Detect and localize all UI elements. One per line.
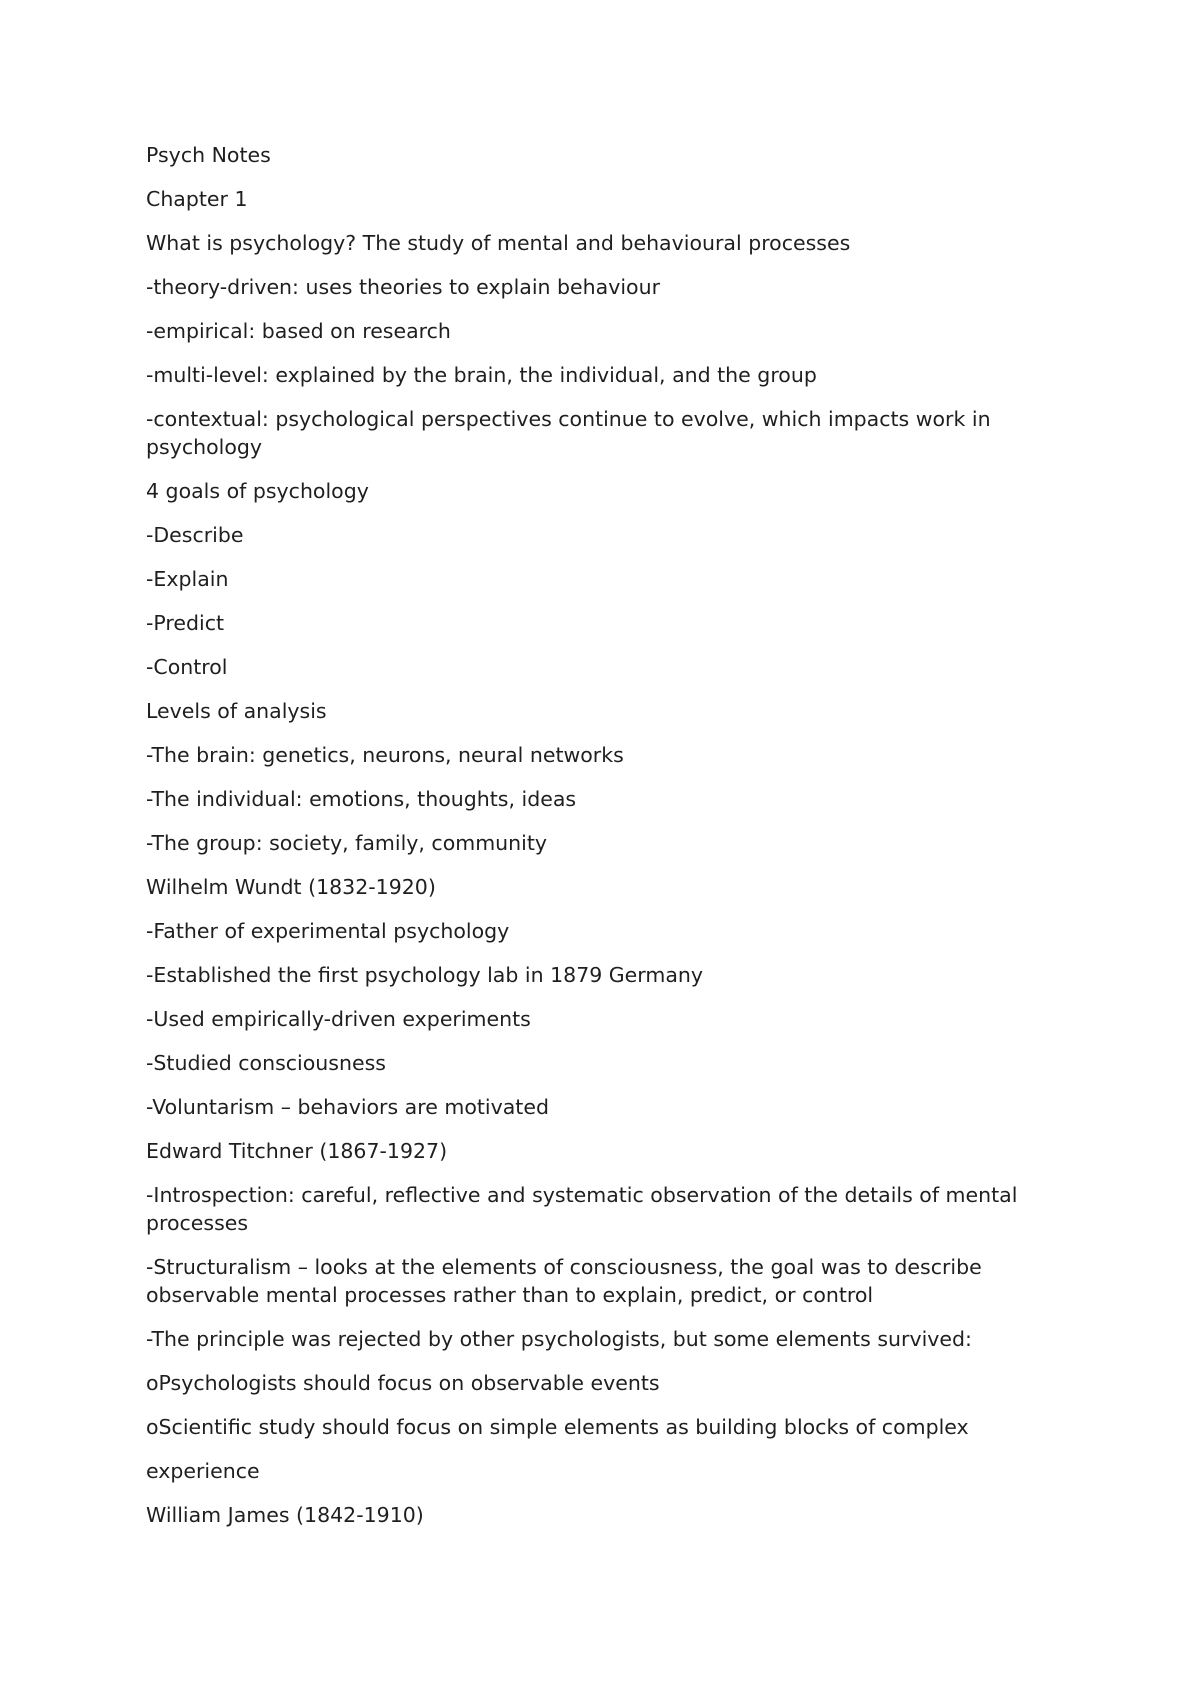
text-line: -Describe xyxy=(146,523,244,547)
text-line: -Explain xyxy=(146,567,229,591)
text-line: -Introspection: careful, reflective and systematic observation of the details of mental processes xyxy=(146,1183,1018,1235)
text-line: -empirical: based on research xyxy=(146,319,451,343)
document-body xyxy=(146,141,1066,1545)
text-line: William James (1842-1910) xyxy=(146,1503,424,1527)
text-line: -Voluntarism – behaviors are motivated xyxy=(146,1095,549,1119)
text-line: -Established the first psychology lab in 1879 Germany xyxy=(146,963,704,987)
text-line: -Father of experimental psychology xyxy=(146,919,510,943)
text-line: Edward Titchner (1867-1927) xyxy=(146,1139,448,1163)
text-line: -The individual: emotions, thoughts, ideas xyxy=(146,787,577,811)
text-line: -The group: society, family, community xyxy=(146,831,548,855)
text-line: -The brain: genetics, neurons, neural networks xyxy=(146,743,624,767)
text-line: Wilhelm Wundt (1832-1920) xyxy=(146,875,436,899)
text-line: -The principle was rejected by other psychologists, but some elements survived: xyxy=(146,1327,972,1351)
text-line: oScientific study should focus on simple elements as building blocks of complex xyxy=(146,1415,969,1439)
chapter-heading: Chapter 1 xyxy=(146,187,248,211)
text-line: -Control xyxy=(146,655,228,679)
text-line: Levels of analysis xyxy=(146,699,327,723)
text-line: -theory-driven: uses theories to explain behaviour xyxy=(146,275,661,299)
text-line: -Predict xyxy=(146,611,225,635)
text-line: 4 goals of psychology xyxy=(146,479,369,503)
text-line: experience xyxy=(146,1459,260,1483)
text-line: oPsychologists should focus on observable events xyxy=(146,1371,660,1395)
text-line: -Structuralism – looks at the elements of consciousness, the goal was to describe observable mental processes rather than to explain, predict, or control xyxy=(146,1255,982,1307)
text-line: -multi-level: explained by the brain, the individual, and the group xyxy=(146,363,817,387)
text-line: What is psychology? The study of mental and behavioural processes xyxy=(146,231,851,255)
document-title: Psych Notes xyxy=(146,143,271,167)
text-line: -Used empirically-driven experiments xyxy=(146,1007,531,1031)
text-line: -Studied consciousness xyxy=(146,1051,386,1075)
text-line: -contextual: psychological perspectives continue to evolve, which impacts work in psychology xyxy=(146,407,991,459)
